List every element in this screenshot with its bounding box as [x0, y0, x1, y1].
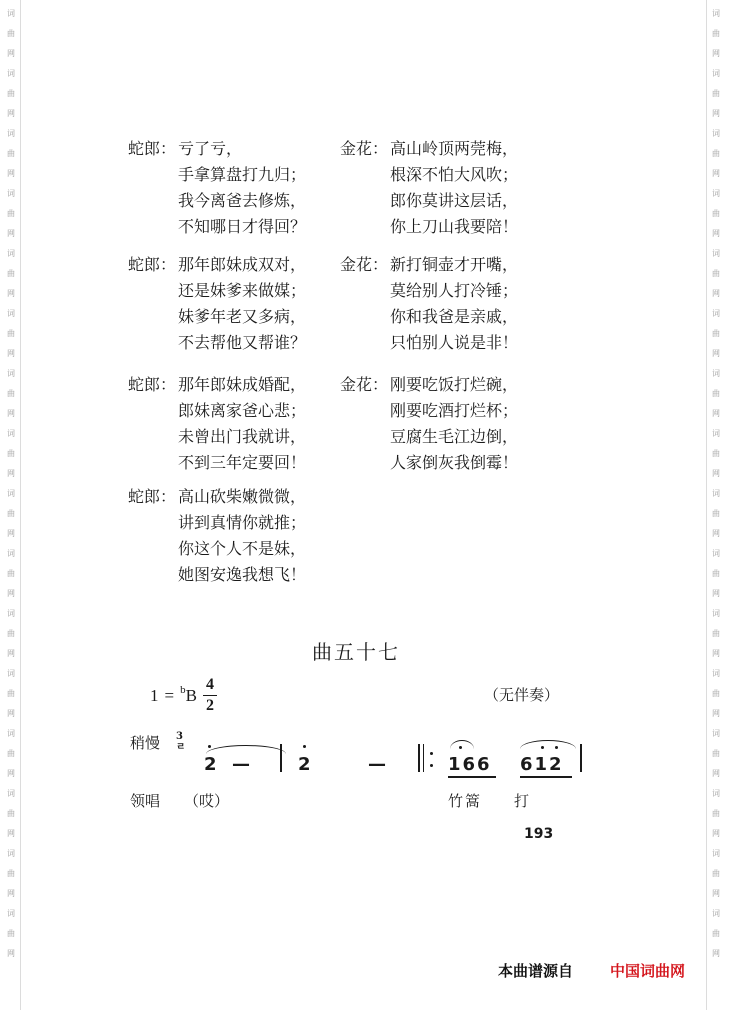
- time-denominator: 2: [205, 697, 214, 714]
- watermark-char: 网: [7, 229, 15, 238]
- verse-line: 新打铜壶才开嘴，: [390, 255, 519, 274]
- octave-dot: [541, 746, 544, 749]
- note-group-612: 612: [520, 754, 564, 775]
- watermark-char: 网: [7, 529, 15, 538]
- watermark-char: 曲: [7, 629, 15, 638]
- bar-line: [280, 744, 282, 772]
- verse-line: 亏了亏，: [178, 139, 243, 158]
- speaker: 蛇郎：: [128, 375, 177, 394]
- watermark-char: 曲: [712, 809, 720, 818]
- lead-singer-label: 领唱: [130, 792, 161, 810]
- watermark-char: 曲: [712, 29, 720, 38]
- accompaniment-note: （无伴奏）: [484, 686, 560, 704]
- watermark-char: 网: [712, 349, 720, 358]
- repeat-dot: [430, 764, 433, 767]
- watermark-char: 网: [7, 109, 15, 118]
- dash: —: [368, 754, 386, 775]
- watermark-char: 曲: [7, 329, 15, 338]
- speaker: 金花：: [340, 375, 389, 394]
- watermark-char: 曲: [7, 809, 15, 818]
- octave-dot: [459, 746, 462, 749]
- watermark-char: 曲: [712, 509, 720, 518]
- watermark-char: 网: [712, 589, 720, 598]
- watermark-char: 曲: [712, 689, 720, 698]
- watermark-char: 词: [7, 129, 15, 138]
- song-title: 曲五十七: [312, 640, 400, 664]
- verse-line: 高山岭顶两莞梅，: [390, 139, 519, 158]
- verse-line: 莫给别人打冷锤；: [390, 281, 519, 300]
- beam: [520, 776, 572, 778]
- watermark-char: 网: [712, 829, 720, 838]
- speaker: 金花：: [340, 139, 389, 158]
- repeat-bar-thin: [423, 744, 424, 772]
- watermark-char: 曲: [7, 149, 15, 158]
- watermark-char: 词: [712, 609, 720, 618]
- watermark-char: 网: [7, 589, 15, 598]
- verse-line: 高山砍柴嫩微微，: [178, 487, 307, 506]
- watermark-char: 网: [712, 289, 720, 298]
- watermark-char: 词: [7, 249, 15, 258]
- verse-line: 不到三年定要回！: [178, 453, 307, 472]
- watermark-char: 词: [712, 729, 720, 738]
- watermark-char: 词: [712, 489, 720, 498]
- verse-line: 不去帮他又帮谁？: [178, 333, 307, 352]
- octave-dot: [208, 745, 211, 748]
- meter-mark: 3 ㄹ: [176, 731, 186, 753]
- watermark-char: 词: [712, 849, 720, 858]
- verse-line: 刚要吃酒打烂杯；: [390, 401, 519, 420]
- watermark-char: 曲: [7, 209, 15, 218]
- stanza-1: [128, 136, 306, 240]
- speaker: 蛇郎：: [128, 255, 177, 274]
- watermark-char: 曲: [712, 449, 720, 458]
- watermark-char: 网: [7, 169, 15, 178]
- verse-line: 人家倒灰我倒霉！: [390, 453, 519, 472]
- watermark-char: 曲: [7, 929, 15, 938]
- watermark-char: 网: [712, 169, 720, 178]
- stanza-4: [340, 252, 518, 356]
- source-site-link[interactable]: 中国词曲网: [610, 962, 686, 980]
- bar-line: [580, 744, 582, 772]
- watermark-char: 曲: [7, 509, 15, 518]
- watermark-char: 词: [712, 909, 720, 918]
- watermark-char: 网: [712, 949, 720, 958]
- verse-line: 你和我爸是亲戚，: [390, 307, 519, 326]
- key-signature: [150, 676, 217, 715]
- watermark-char: 词: [7, 909, 15, 918]
- note-group-166: 166: [448, 754, 492, 775]
- key-equals: =: [164, 685, 175, 705]
- verse-line: 我今离爸去修炼，: [178, 191, 307, 210]
- repeat-dot: [430, 752, 433, 755]
- watermark-char: 词: [7, 609, 15, 618]
- page-number: 193: [524, 826, 554, 842]
- stanza-2: [340, 136, 518, 240]
- verse-line: 她图安逸我想飞！: [178, 565, 307, 584]
- key-one: 1: [150, 685, 159, 705]
- stanza-5: [128, 372, 306, 476]
- watermark-char: 曲: [7, 89, 15, 98]
- tie-arc: [206, 745, 286, 754]
- watermark-char: 网: [712, 529, 720, 538]
- note-2: 2: [298, 754, 311, 775]
- watermark-char: 词: [712, 369, 720, 378]
- watermark-char: 词: [712, 249, 720, 258]
- watermark-char: 网: [7, 49, 15, 58]
- watermark-char: 曲: [712, 749, 720, 758]
- watermark-char: 曲: [7, 29, 15, 38]
- source-prefix: 本曲谱源自: [498, 962, 574, 980]
- watermark-char: 网: [7, 769, 15, 778]
- watermark-char: 词: [712, 129, 720, 138]
- watermark-char: 网: [712, 769, 720, 778]
- watermark-char: 词: [712, 9, 720, 18]
- watermark-char: 曲: [7, 689, 15, 698]
- watermark-char: 词: [712, 189, 720, 198]
- stanza-6: [340, 372, 518, 476]
- watermark-char: 曲: [7, 749, 15, 758]
- octave-dot: [555, 746, 558, 749]
- verse-line: 根深不怕大风吹；: [390, 165, 519, 184]
- watermark-char: 词: [7, 369, 15, 378]
- verse-line: 还是妹爹来做媒；: [178, 281, 307, 300]
- watermark-left: [4, 4, 18, 964]
- watermark-char: 词: [7, 309, 15, 318]
- watermark-char: 词: [7, 849, 15, 858]
- watermark-char: 词: [7, 489, 15, 498]
- watermark-char: 曲: [712, 329, 720, 338]
- verse-line: 手拿算盘打九归；: [178, 165, 307, 184]
- watermark-char: 网: [7, 649, 15, 658]
- watermark-char: 曲: [712, 929, 720, 938]
- watermark-char: 词: [7, 69, 15, 78]
- right-margin-rule: [706, 0, 707, 1010]
- watermark-char: 词: [7, 429, 15, 438]
- watermark-char: 词: [712, 789, 720, 798]
- watermark-char: 网: [712, 469, 720, 478]
- watermark-char: 曲: [712, 629, 720, 638]
- watermark-char: 网: [712, 109, 720, 118]
- key-note: B: [185, 685, 197, 705]
- octave-dot: [303, 745, 306, 748]
- watermark-char: 词: [7, 9, 15, 18]
- verse-line: 不知哪日才得回？: [178, 217, 307, 236]
- watermark-char: 网: [7, 889, 15, 898]
- watermark-char: 曲: [712, 389, 720, 398]
- beam: [448, 776, 496, 778]
- watermark-char: 曲: [712, 149, 720, 158]
- dash: —: [232, 754, 250, 775]
- watermark-char: 词: [7, 669, 15, 678]
- stanza-3: [128, 252, 306, 356]
- watermark-char: 曲: [712, 869, 720, 878]
- verse-line: 你上刀山我要陪！: [390, 217, 519, 236]
- tempo-marking: 稍慢: [130, 734, 161, 752]
- verse-line: 未曾出门我就讲，: [178, 427, 307, 446]
- watermark-char: 曲: [7, 869, 15, 878]
- watermark-char: 曲: [712, 209, 720, 218]
- watermark-char: 网: [7, 289, 15, 298]
- watermark-char: 词: [7, 189, 15, 198]
- lyric-oh: （哎）: [184, 792, 230, 810]
- flat-sign: b: [180, 683, 186, 696]
- watermark-char: 网: [7, 349, 15, 358]
- verse-line: 豆腐生毛江边倒，: [390, 427, 519, 446]
- watermark-right: [709, 4, 723, 964]
- watermark-char: 曲: [712, 569, 720, 578]
- speaker: 蛇郎：: [128, 487, 177, 506]
- watermark-char: 词: [712, 429, 720, 438]
- watermark-char: 网: [712, 889, 720, 898]
- lyric-word: 打: [514, 792, 530, 810]
- time-numerator: 4: [205, 676, 214, 693]
- watermark-char: 网: [7, 409, 15, 418]
- slur-arc: [450, 740, 474, 749]
- watermark-char: 网: [7, 829, 15, 838]
- speaker: 金花：: [340, 255, 389, 274]
- watermark-char: 网: [7, 949, 15, 958]
- watermark-char: 曲: [7, 389, 15, 398]
- watermark-char: 词: [7, 549, 15, 558]
- verse-line: 郎你莫讲这层话，: [390, 191, 519, 210]
- watermark-char: 曲: [712, 269, 720, 278]
- watermark-char: 网: [712, 229, 720, 238]
- verse-line: 刚要吃饭打烂碗，: [390, 375, 519, 394]
- left-margin-rule: [20, 0, 21, 1010]
- watermark-char: 词: [712, 669, 720, 678]
- slur-arc: [520, 740, 576, 749]
- watermark-char: 词: [7, 729, 15, 738]
- watermark-char: 网: [712, 649, 720, 658]
- watermark-char: 词: [712, 69, 720, 78]
- verse-line: 讲到真情你就推；: [178, 513, 307, 532]
- watermark-char: 曲: [712, 89, 720, 98]
- time-signature: [203, 676, 217, 715]
- speaker: 蛇郎：: [128, 139, 177, 158]
- verse-line: 郎妹离家爸心悲；: [178, 401, 307, 420]
- verse-line: 那年郎妹成双对，: [178, 255, 307, 274]
- watermark-char: 网: [7, 469, 15, 478]
- watermark-char: 词: [712, 309, 720, 318]
- watermark-char: 网: [712, 49, 720, 58]
- watermark-char: 曲: [7, 569, 15, 578]
- watermark-char: 网: [712, 409, 720, 418]
- verse-line: 你这个人不是妹，: [178, 539, 307, 558]
- note-2: 2: [204, 754, 217, 775]
- lyric-word: 竹篙: [448, 792, 483, 810]
- verse-line: 妹爹年老又多病，: [178, 307, 307, 326]
- watermark-char: 网: [712, 709, 720, 718]
- repeat-bar-thick: [418, 744, 420, 772]
- watermark-char: 曲: [7, 269, 15, 278]
- watermark-char: 曲: [7, 449, 15, 458]
- verse-line: 那年郎妹成婚配，: [178, 375, 307, 394]
- verse-line: 只怕别人说是非！: [390, 333, 519, 352]
- stanza-7: [128, 484, 306, 588]
- watermark-char: 网: [7, 709, 15, 718]
- watermark-char: 词: [712, 549, 720, 558]
- watermark-char: 词: [7, 789, 15, 798]
